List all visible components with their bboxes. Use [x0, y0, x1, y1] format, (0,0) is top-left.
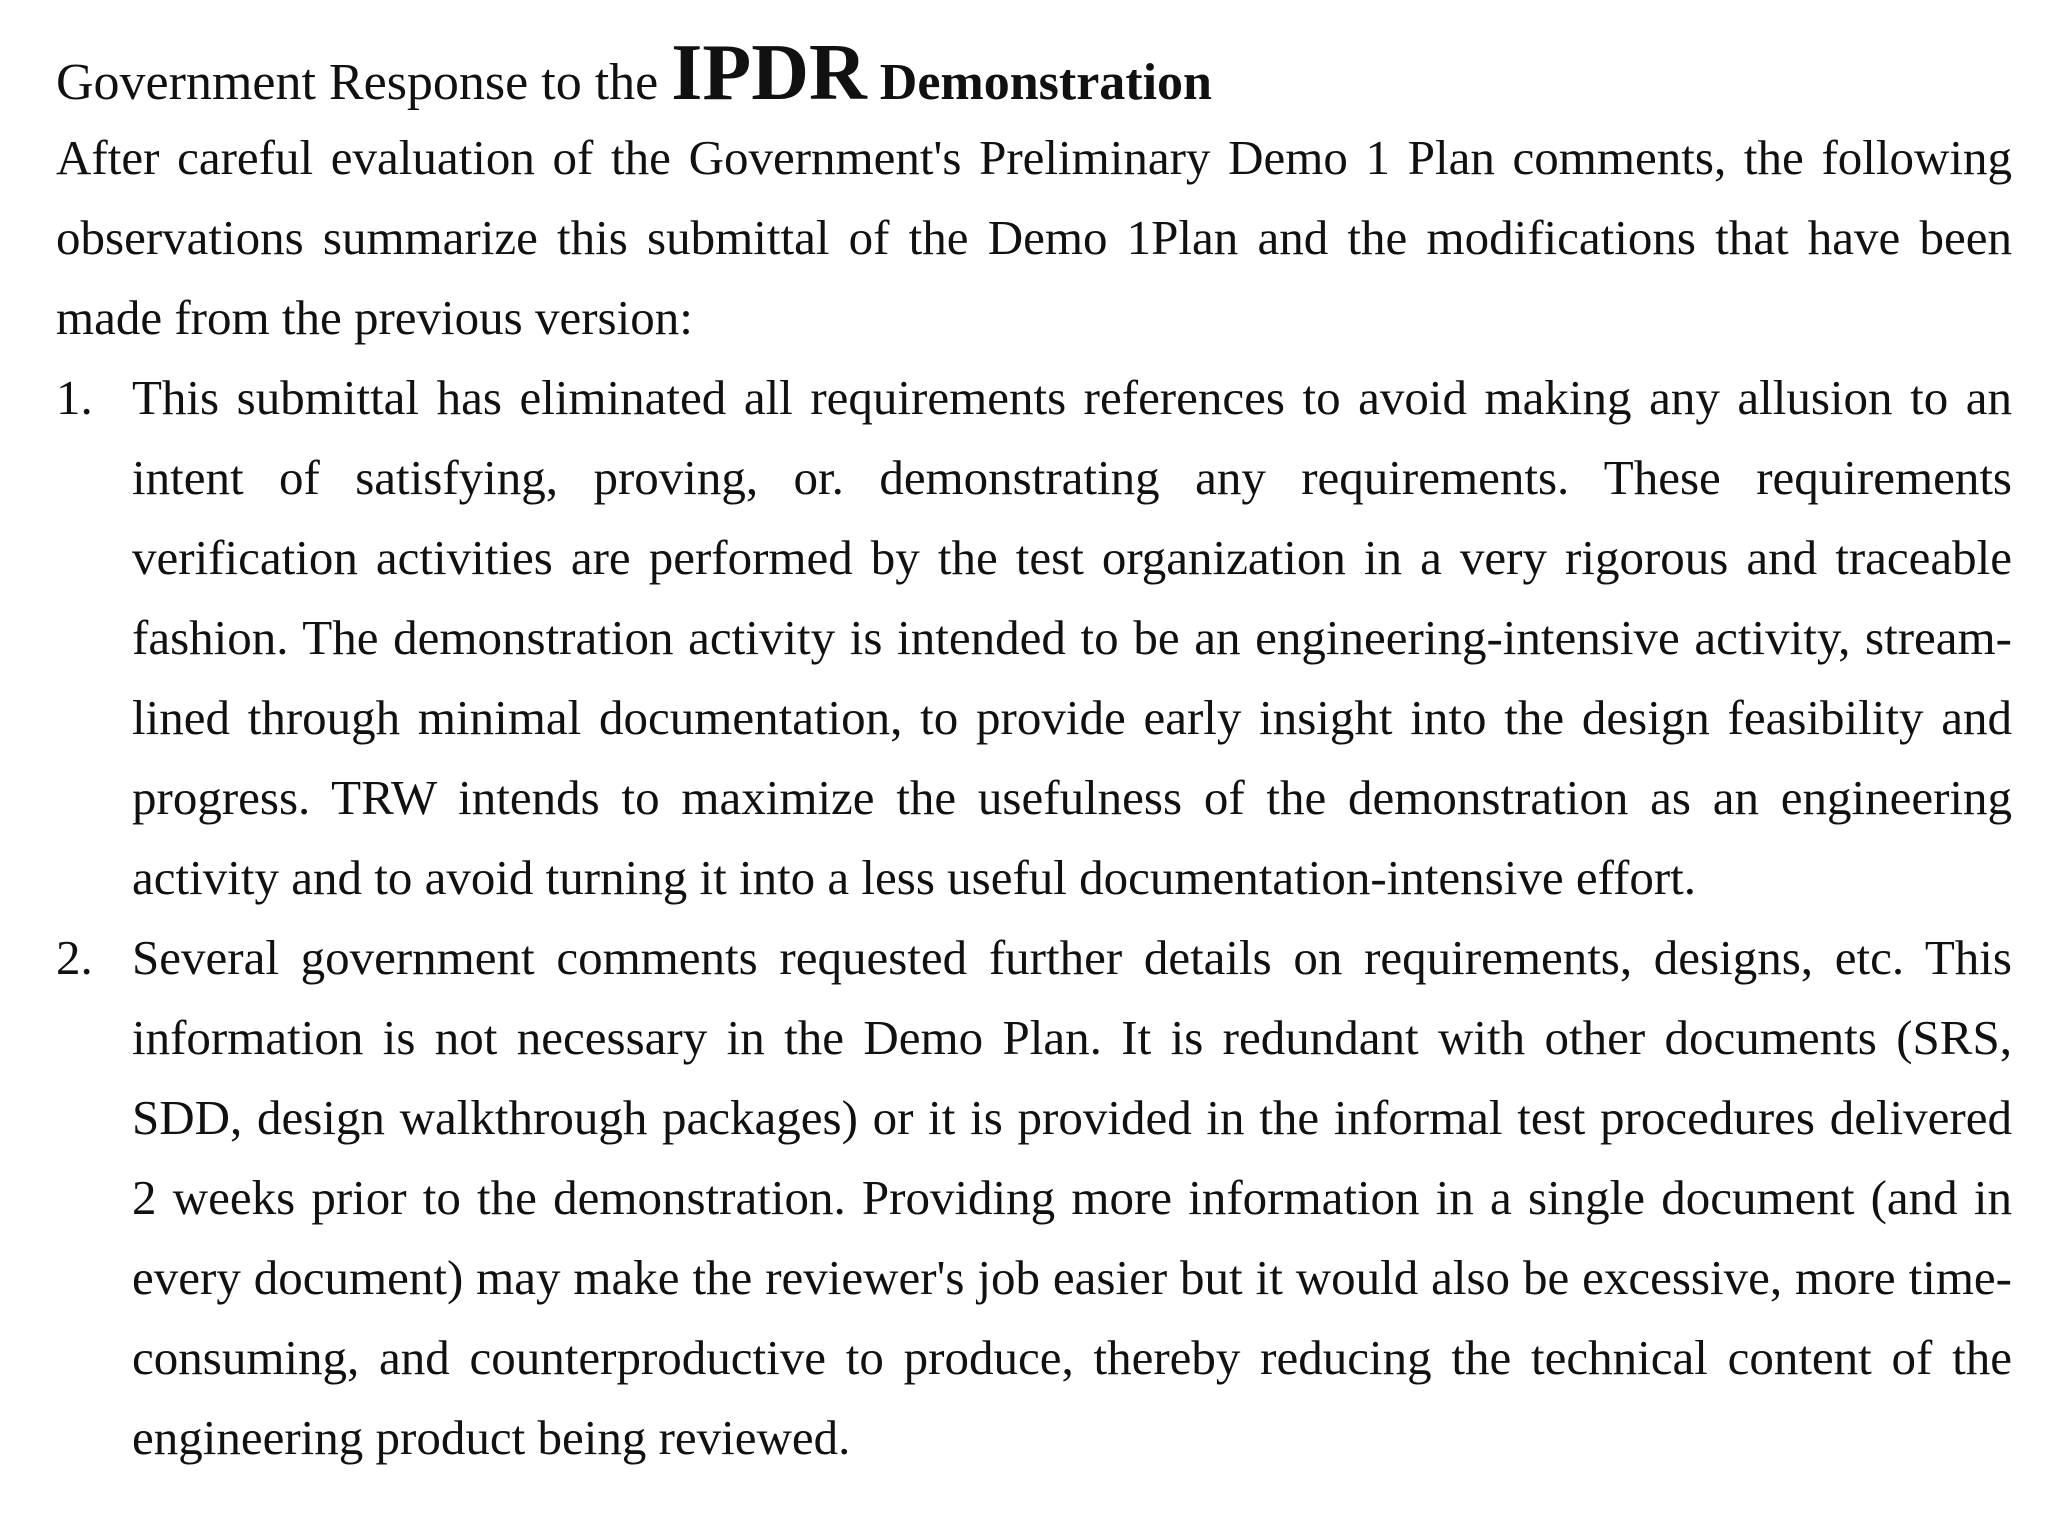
list-item-text: Several government comments requested further details on requirements, designs, etc. This information is not necessary in the Demo Plan. It is redundant with other documents (SRS, SDD, design walkthrough packages) or it is provided in the informal test procedures delivered 2 weeks prior to the demonstration. Providing more information in a single document (and in every document) may make the reviewer's job easier but it would also be excessive, more time-consuming, and counterproductive to produce, thereby reducing the technical content of the engineering product being reviewed.	[132, 930, 2012, 1465]
list-item-number: 2.	[56, 930, 93, 985]
document-heading	[56, 28, 2012, 118]
intro-paragraph: After careful evaluation of the Government's Preliminary Demo 1 Plan comments, the following observations summarize this submittal of the Demo 1Plan and the modifications that have been made from the previous version:	[56, 130, 2012, 345]
list-item	[56, 918, 2012, 1478]
heading-acronym: IPDR	[671, 29, 867, 117]
list-item-number: 1.	[56, 370, 93, 425]
observations-list	[56, 358, 2012, 1478]
heading-prefix: Government Response to the	[56, 54, 672, 111]
document-page	[56, 28, 2012, 1478]
list-item	[56, 358, 2012, 918]
list-item-text: This submittal has eliminated all requirements references to avoid making any allusion to an intent of satisfying, proving, or. demonstrating any requirements. These requirements verification activities are performed by the test organization in a very rigorous and traceable fashion. The demonstration activity is intended to be an engineering-intensive activity, stream-lined through minimal documentation, to provide early insight into the design feasibility and progress. TRW intends to maximize the usefulness of the demonstration as an engineering activity and to avoid turning it into a less useful documentation-intensive effort.	[132, 370, 2012, 905]
heading-suffix: Demonstration	[866, 54, 1212, 111]
